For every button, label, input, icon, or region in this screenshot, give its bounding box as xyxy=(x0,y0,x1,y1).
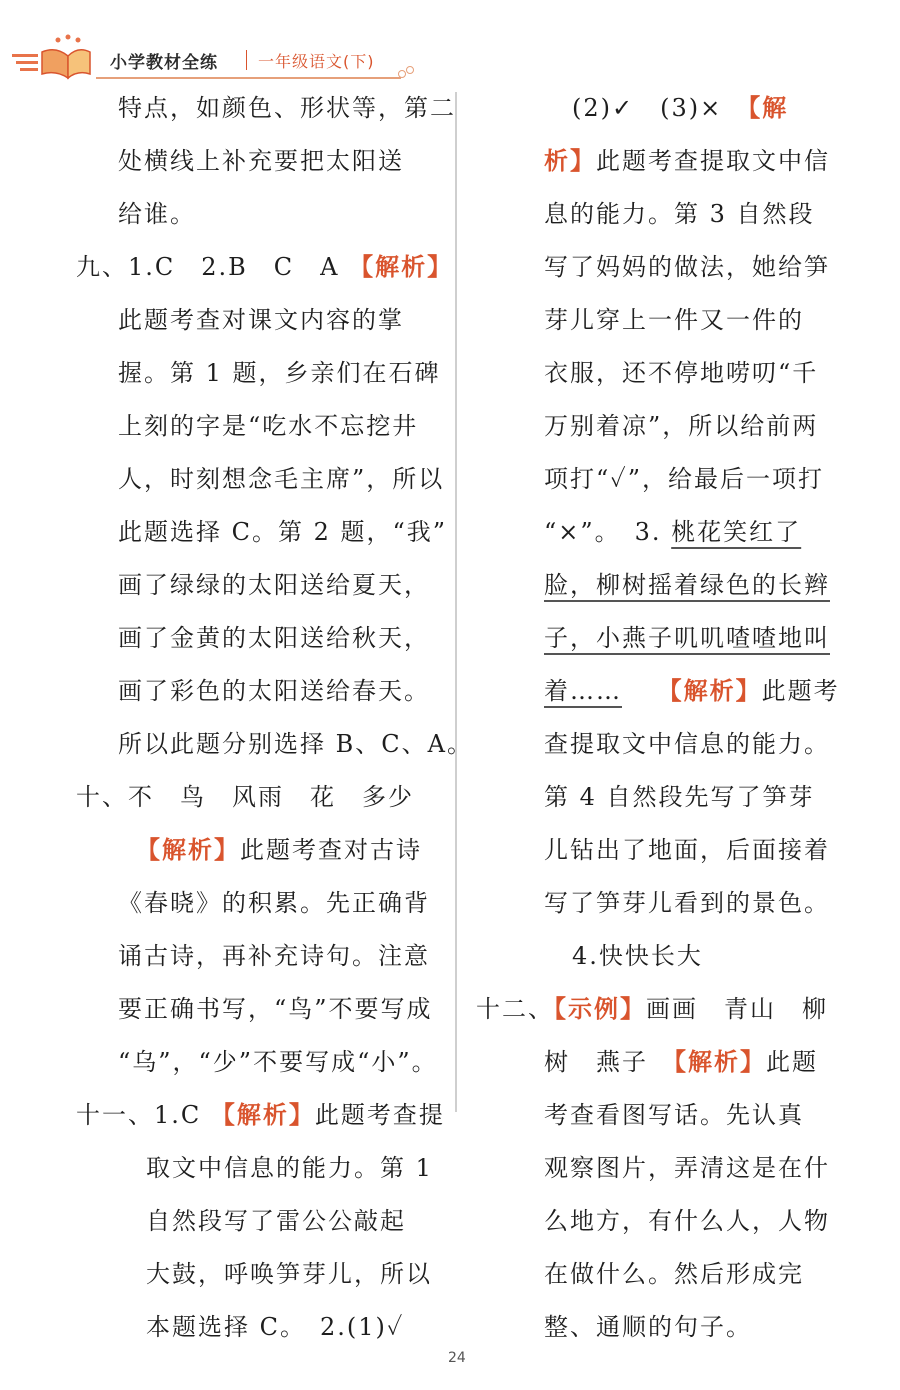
text-line: 画了绿绿的太阳送给夏天， xyxy=(118,571,430,599)
text-line: 在做什么。然后形成完 xyxy=(544,1260,804,1288)
text-line: 芽儿穿上一件又一件的 xyxy=(544,306,804,334)
answer-text: 画画 青山 柳 xyxy=(646,995,828,1023)
answer-line xyxy=(76,252,453,282)
text-line: 查提取文中信息的能力。 xyxy=(544,730,830,758)
answer-text: “×”。 3. xyxy=(544,518,662,546)
book-title: 小学教材全练 xyxy=(110,53,218,73)
underlined-answer: 子，小燕子叽叽喳喳地叫 xyxy=(544,624,830,652)
text-line: 写了妈妈的做法，她给笋 xyxy=(544,253,830,281)
text-line: 自然段写了雷公公敲起 xyxy=(146,1207,406,1235)
text-line: 要正确书写，“鸟”不要写成 xyxy=(118,995,433,1023)
example-tag: 【示例】 xyxy=(554,995,646,1023)
underlined-answer: 着…… xyxy=(544,677,622,705)
text-line: 画了金黄的太阳送给秋天， xyxy=(118,624,430,652)
text-line: 考查看图写话。先认真 xyxy=(544,1101,804,1129)
text-line: 此题选择 C。第 2 题，“我” xyxy=(118,518,448,546)
text-line xyxy=(544,1047,818,1077)
column-divider xyxy=(455,92,457,1112)
text-line: 处横线上补充要把太阳送 xyxy=(118,147,404,175)
header-separator xyxy=(246,50,247,70)
answer-line: 十、不 鸟 风雨 花 多少 xyxy=(76,783,414,811)
text-line: 所以此题分别选择 B、C、A。 xyxy=(118,730,473,758)
page-number: 24 xyxy=(448,1350,466,1366)
analysis-text: 此题考 xyxy=(761,677,840,705)
text-line: 取文中信息的能力。第 1 xyxy=(146,1154,433,1182)
analysis-text: 此题考查提取文中信 xyxy=(596,147,830,175)
text-line: 写了笋芽儿看到的景色。 xyxy=(544,889,830,917)
answer-text: 树 燕子 xyxy=(544,1048,648,1076)
text-line: 此题考查对课文内容的掌 xyxy=(118,306,404,334)
answer-line xyxy=(476,994,828,1024)
text-line: “乌”，“少”不要写成“小”。 xyxy=(118,1048,438,1076)
page-header xyxy=(0,0,900,95)
analysis-tag: 【解析】 xyxy=(349,253,454,281)
text-line: 么地方，有什么人，人物 xyxy=(544,1207,830,1235)
text-line: 观察图片，弄清这是在什 xyxy=(544,1154,830,1182)
text-line: 画了彩色的太阳送给春天。 xyxy=(118,677,430,705)
text-line: 项打“✓”，给最后一项打 xyxy=(544,465,825,493)
analysis-tag-part: 析】 xyxy=(544,147,596,175)
analysis-tag: 【解析】 xyxy=(136,836,240,864)
analysis-text: 此题考查对古诗 xyxy=(240,836,422,864)
text-line: 《春晓》的积累。先正确背 xyxy=(118,889,430,917)
analysis-tag: 【解析】 xyxy=(674,1048,766,1076)
text-line xyxy=(136,835,422,865)
answer-line xyxy=(76,1100,445,1130)
open-book-logo-icon xyxy=(12,34,92,84)
text-line xyxy=(544,146,830,176)
analysis-tag: 【解析】 xyxy=(657,677,762,705)
underlined-answer: 脸，柳树摇着绿色的长辫 xyxy=(544,571,830,599)
text-line: 给谁。 xyxy=(118,200,196,228)
underlined-answer-line xyxy=(544,623,830,653)
text-line xyxy=(544,676,840,706)
text-line: 诵古诗，再补充诗句。注意 xyxy=(118,942,430,970)
analysis-tag-part: 【解 xyxy=(748,94,789,122)
header-underline xyxy=(96,77,401,79)
text-line: 第 4 自然段先写了笋芽 xyxy=(544,783,815,811)
underlined-answer-line xyxy=(544,570,830,600)
text-line: 儿钻出了地面，后面接着 xyxy=(544,836,830,864)
analysis-text: 此题考查提 xyxy=(314,1101,445,1129)
text-line: 万别着凉”，所以给前两 xyxy=(544,412,819,440)
header-dot-icon xyxy=(406,66,414,74)
text-line: 整、通顺的句子。 xyxy=(544,1313,752,1341)
text-line: 衣服，还不停地唠叨“千 xyxy=(544,359,819,387)
underlined-answer: 桃花笑红了 xyxy=(671,518,802,546)
subject-title: 一年级语文(下) xyxy=(258,52,375,71)
answer-text: 十一、1.C xyxy=(76,1101,202,1129)
answer-text: 九、1.C 2.B C A xyxy=(76,253,340,281)
answer-line xyxy=(572,93,788,123)
header-dot-icon xyxy=(398,70,406,78)
text-line: 握。第 1 题，乡亲们在石碑 xyxy=(118,359,441,387)
text-line: 特点，如颜色、形状等，第二 xyxy=(118,94,456,122)
analysis-text: 此题 xyxy=(766,1048,818,1076)
analysis-tag: 【解析】 xyxy=(210,1101,315,1129)
text-line: 大鼓，呼唤笋芽儿，所以 xyxy=(146,1260,432,1288)
text-line: 本题选择 C。 2.(1)✓ xyxy=(146,1313,405,1341)
answer-text: 十二、 xyxy=(476,995,554,1023)
text-line: 息的能力。第 3 自然段 xyxy=(544,200,815,228)
text-line: 人，时刻想念毛主席”，所以 xyxy=(118,465,445,493)
answer-text: (2)✓ (3)× xyxy=(572,94,723,122)
text-line: 上刻的字是“吃水不忘挖井 xyxy=(118,412,419,440)
answer-line: 4.快快长大 xyxy=(572,942,703,970)
text-line xyxy=(544,517,801,547)
